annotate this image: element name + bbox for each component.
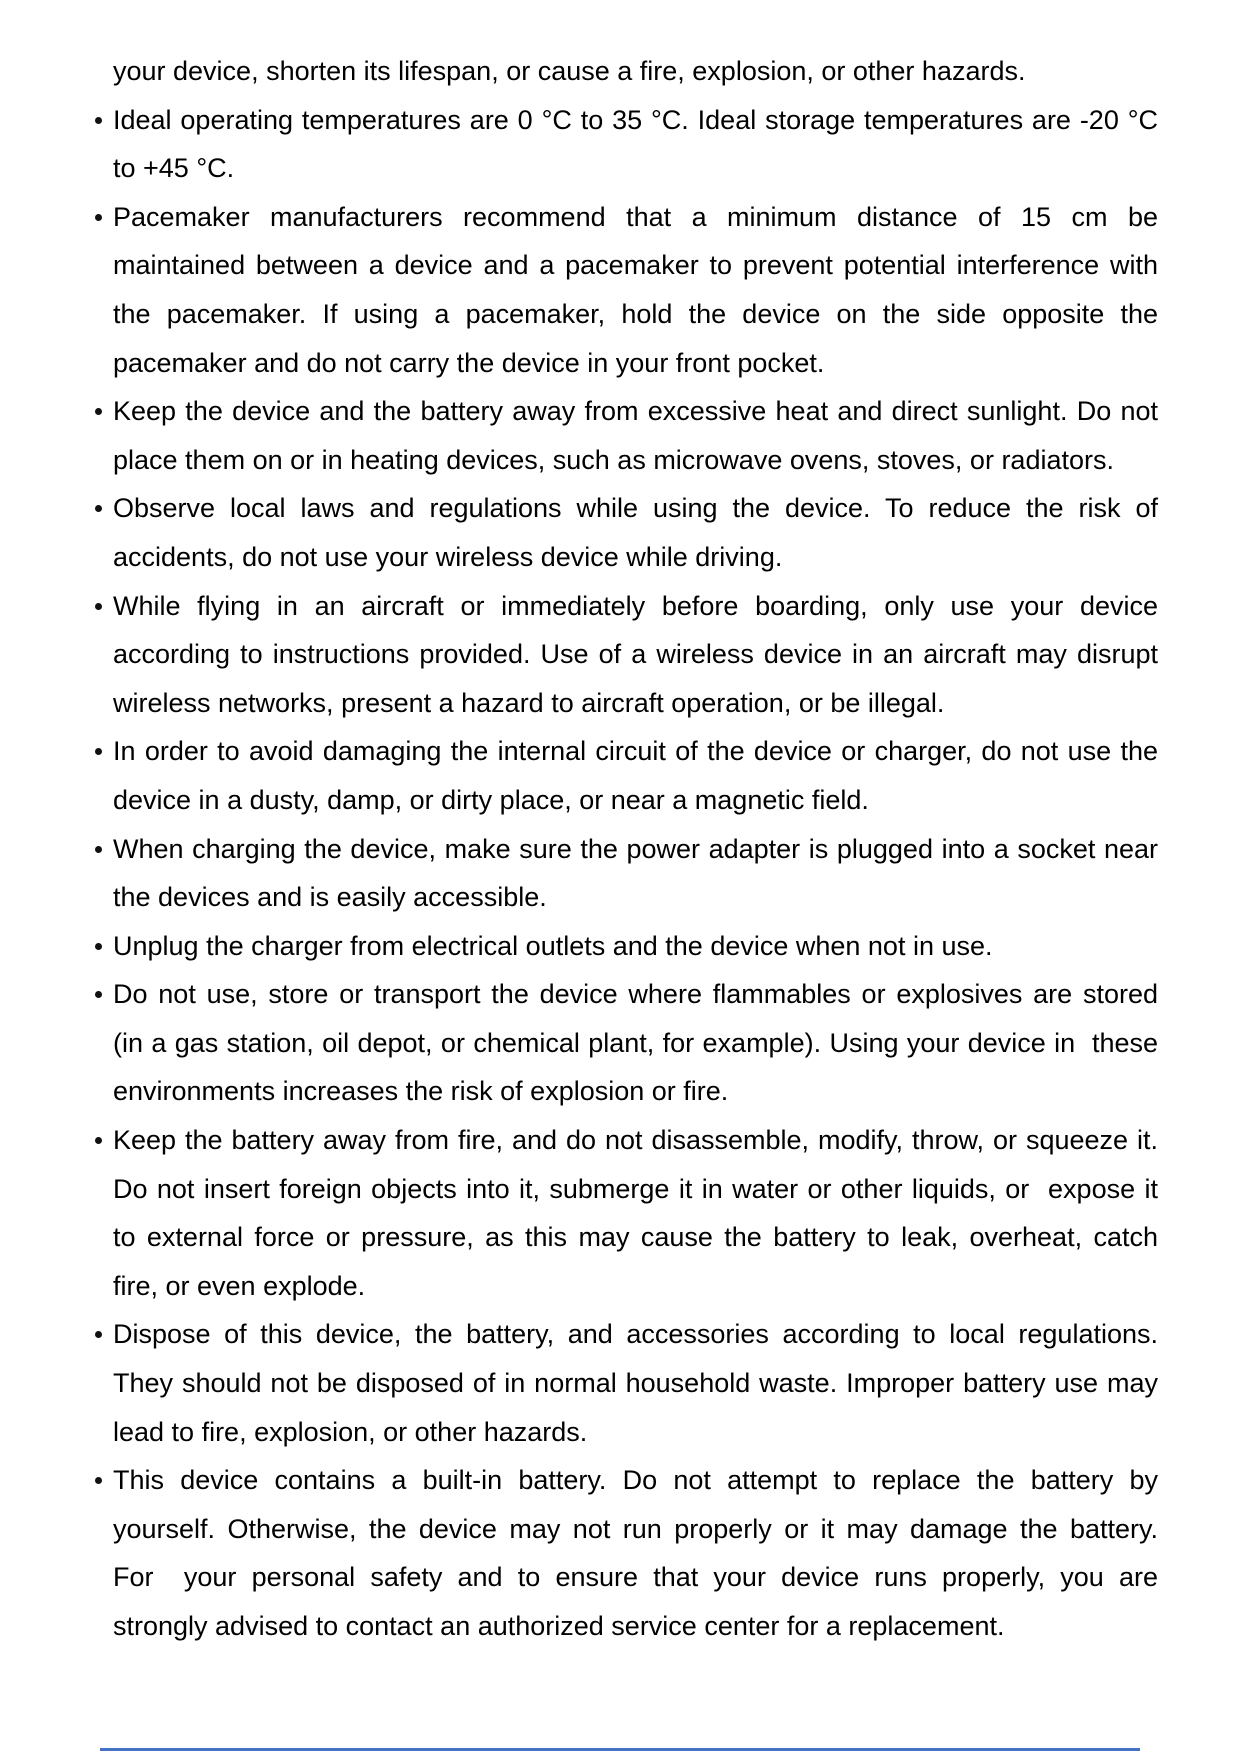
text-line: This device contains a built-in battery. Do not attempt to replace the battery by: [113, 1465, 1158, 1496]
bullet-item: [113, 970, 1158, 1116]
text-line: (in a gas station, oil depot, or chemical plant, for example). Using your device in these: [113, 1027, 1158, 1058]
text-line: Dispose of this device, the battery, and accessories according to local regulations.: [113, 1319, 1158, 1350]
text-line: the devices and is easily accessible.: [113, 882, 547, 913]
text-line: Do not insert foreign objects into it, submerge it in water or other liquids, or expose it: [113, 1173, 1158, 1204]
bullet-icon: [95, 1477, 102, 1484]
text-line: strongly advised to contact an authorized service center for a replacement.: [113, 1611, 1005, 1641]
bullet-item: [113, 1310, 1158, 1456]
text-line: your device, shorten its lifespan, or cause a fire, explosion, or other hazards.: [113, 56, 1026, 86]
bullet-item: [113, 825, 1158, 922]
text-line: pacemaker and do not carry the device in your front pocket.: [113, 347, 825, 378]
bullet-icon: [95, 846, 102, 853]
text-line: Keep the device and the battery away from excessive heat and direct sunlight. Do not: [113, 396, 1158, 427]
text-line: When charging the device, make sure the power adapter is plugged into a socket near: [113, 833, 1158, 864]
text-line: Ideal operating temperatures are 0 °C to 35 °C. Ideal storage temperatures are -20 °C: [113, 104, 1158, 135]
footer-rule: [100, 1748, 1140, 1751]
text-line: according to instructions provided. Use of a wireless device in an aircraft may disrupt: [113, 639, 1158, 670]
bullet-icon: [95, 1137, 102, 1144]
bullet-icon: [95, 991, 102, 998]
text-line: to +45 °C.: [113, 153, 235, 184]
bullet-item: [113, 484, 1158, 581]
continuation-paragraph: [113, 47, 1158, 96]
text-line: place them on or in heating devices, such as microwave ovens, stoves, or radiators.: [113, 444, 1114, 475]
text-line: device in a dusty, damp, or dirty place, or near a magnetic field.: [113, 784, 869, 815]
bullet-item: [113, 922, 1158, 971]
bullet-icon: [95, 1331, 102, 1338]
bullet-item: [113, 1456, 1158, 1650]
bullet-item: [113, 96, 1158, 193]
text-line: accidents, do not use your wireless device while driving.: [113, 541, 783, 572]
text-line: environments increases the risk of explosion or fire.: [113, 1076, 729, 1107]
text-line: Observe local laws and regulations while using the device. To reduce the risk of: [113, 493, 1158, 524]
bullet-icon: [95, 214, 102, 221]
text-line: fire, or even explode.: [113, 1270, 366, 1301]
text-line: wireless networks, present a hazard to aircraft operation, or be illegal.: [113, 687, 945, 718]
bullet-icon: [95, 505, 102, 512]
text-line: Keep the battery away from fire, and do not disassemble, modify, throw, or squeeze it.: [113, 1125, 1158, 1156]
bullet-icon: [95, 408, 102, 415]
bullet-icon: [95, 117, 102, 124]
bullet-icon: [95, 943, 102, 950]
text-line: maintained between a device and a pacemaker to prevent potential interference with: [113, 250, 1158, 281]
text-line: For your personal safety and to ensure that your device runs properly, you are: [113, 1562, 1158, 1593]
text-line: They should not be disposed of in normal household waste. Improper battery use may: [113, 1368, 1158, 1399]
text-line: yourself. Otherwise, the device may not run properly or it may damage the battery.: [113, 1513, 1158, 1544]
bullet-item: [113, 582, 1158, 728]
text-line: Do not use, store or transport the device where flammables or explosives are stored: [113, 979, 1158, 1010]
text-line: lead to fire, explosion, or other hazards.: [113, 1416, 588, 1447]
bullet-item: [113, 387, 1158, 484]
text-line: to external force or pressure, as this may cause the battery to leak, overheat, catch: [113, 1222, 1158, 1253]
text-line: the pacemaker. If using a pacemaker, hold the device on the side opposite the: [113, 298, 1158, 329]
text-line: While flying in an aircraft or immediately before boarding, only use your device: [113, 590, 1158, 621]
bullet-item: [113, 193, 1158, 387]
safety-notice-content: [113, 47, 1158, 1651]
text-line: In order to avoid damaging the internal circuit of the device or charger, do not use the: [113, 736, 1158, 767]
bullet-item: [113, 727, 1158, 824]
text-line: Pacemaker manufacturers recommend that a minimum distance of 15 cm be: [113, 201, 1158, 232]
bullet-item: [113, 1116, 1158, 1310]
text-line: Unplug the charger from electrical outlets and the device when not in use.: [113, 930, 993, 961]
bullet-icon: [95, 603, 102, 610]
bullet-icon: [95, 748, 102, 755]
